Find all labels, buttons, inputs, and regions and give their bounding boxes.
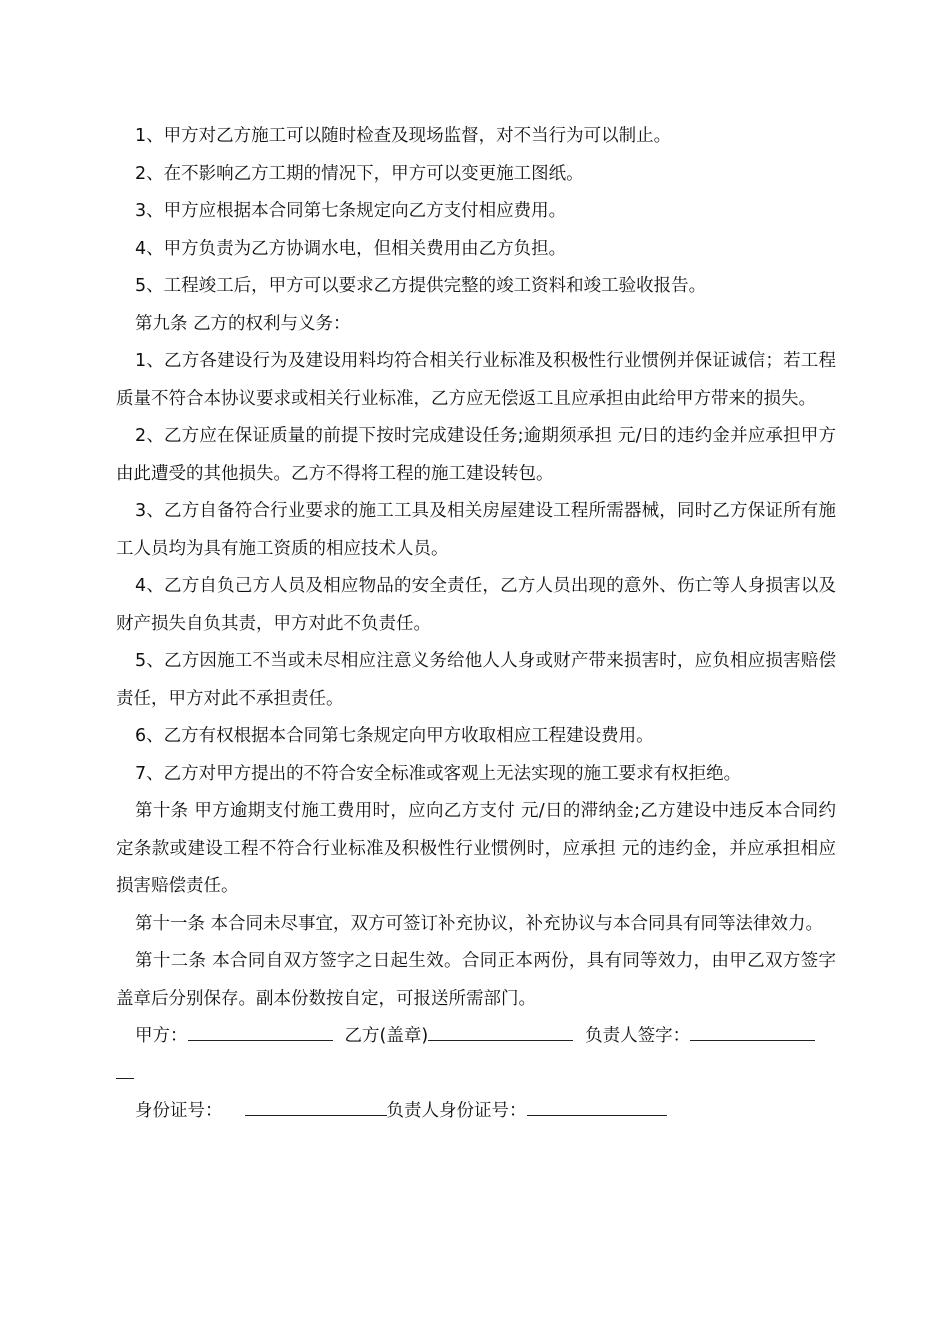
signature-line — [116, 1018, 836, 1056]
clause-paragraph: 4、甲方负责为乙方协调水电，但相关费用由乙方负担。 — [135, 238, 567, 259]
party-a-label: 甲方： — [135, 1026, 188, 1046]
contract-page — [116, 118, 836, 1131]
responsible-id-blank[interactable] — [527, 1093, 667, 1116]
clause-paragraph: 7、乙方对甲方提出的不符合安全标准或客观上无法实现的施工要求有权拒绝。 — [135, 763, 742, 784]
article-paragraph: 第十一条 本合同未尽事宜，双方可签订补充协议，补充协议与本合同具有同等法律效力。 — [135, 913, 824, 934]
id-label: 身份证号： — [135, 1101, 223, 1121]
party-a-blank[interactable] — [188, 1018, 333, 1041]
id-line — [116, 1093, 836, 1131]
article-paragraph: 第十条 甲方逾期支付施工费用时，应向乙方支付 元/日的滞纳金;乙方建设中违反本合同约定条款或建设工程不符合行业标准及积极性行业惯例时，应承担 元的违约金，并应承担相应损害赔偿责任。 — [116, 801, 836, 896]
responsible-sign-blank-continued[interactable] — [116, 1056, 134, 1079]
clause-paragraph: 1、乙方各建设行为及建设用料均符合相关行业标准及积极性行业惯例并保证诚信；若工程质量不符合本协议要求或相关行业标准，乙方应无偿返工且应承担由此给甲方带来的损失。 — [116, 351, 836, 409]
signature-line-continuation — [116, 1056, 836, 1094]
responsible-sign-blank[interactable] — [690, 1018, 815, 1041]
party-b-label: 乙方(盖章) — [344, 1026, 429, 1046]
clause-paragraph: 6、乙方有权根据本合同第七条规定向甲方收取相应工程建设费用。 — [135, 726, 654, 746]
id-blank[interactable] — [245, 1093, 387, 1116]
responsible-sign-label: 负责人签字： — [585, 1026, 691, 1046]
clause-paragraph: 2、乙方应在保证质量的前提下按时完成建设任务;逾期须承担 元/日的违约金并应承担甲方由此遭受的其他损失。乙方不得将工程的施工建设转包。 — [116, 426, 836, 484]
clause-paragraph: 4、乙方自负己方人员及相应物品的安全责任，乙方人员出现的意外、伤亡等人身损害以及财产损失自负其责，甲方对此不负责任。 — [116, 576, 836, 634]
clause-paragraph: 5、工程竣工后，甲方可以要求乙方提供完整的竣工资料和竣工验收报告。 — [135, 276, 707, 296]
article-heading: 第九条 乙方的权利与义务： — [135, 313, 351, 334]
clause-paragraph: 3、乙方自备符合行业要求的施工工具及相关房屋建设工程所需器械，同时乙方保证所有施工人员均为具有施工资质的相应技术人员。 — [116, 501, 836, 559]
clause-paragraph: 1、甲方对乙方施工可以随时检查及现场监督，对不当行为可以制止。 — [135, 126, 672, 146]
clause-paragraph: 2、在不影响乙方工期的情况下，甲方可以变更施工图纸。 — [135, 163, 584, 184]
article-paragraph: 第十二条 本合同自双方签字之日起生效。合同正本两份，具有同等效力，由甲乙双方签字盖章后分别保存。副本份数按自定，可报送所需部门。 — [116, 951, 836, 1009]
party-b-blank[interactable] — [428, 1018, 573, 1041]
responsible-id-label: 负责人身份证号： — [386, 1101, 527, 1121]
clause-paragraph: 3、甲方应根据本合同第七条规定向乙方支付相应费用。 — [135, 201, 567, 221]
clause-paragraph: 5、乙方因施工不当或未尽相应注意义务给他人人身或财产带来损害时，应负相应损害赔偿责任，甲方对此不承担责任。 — [116, 651, 836, 709]
